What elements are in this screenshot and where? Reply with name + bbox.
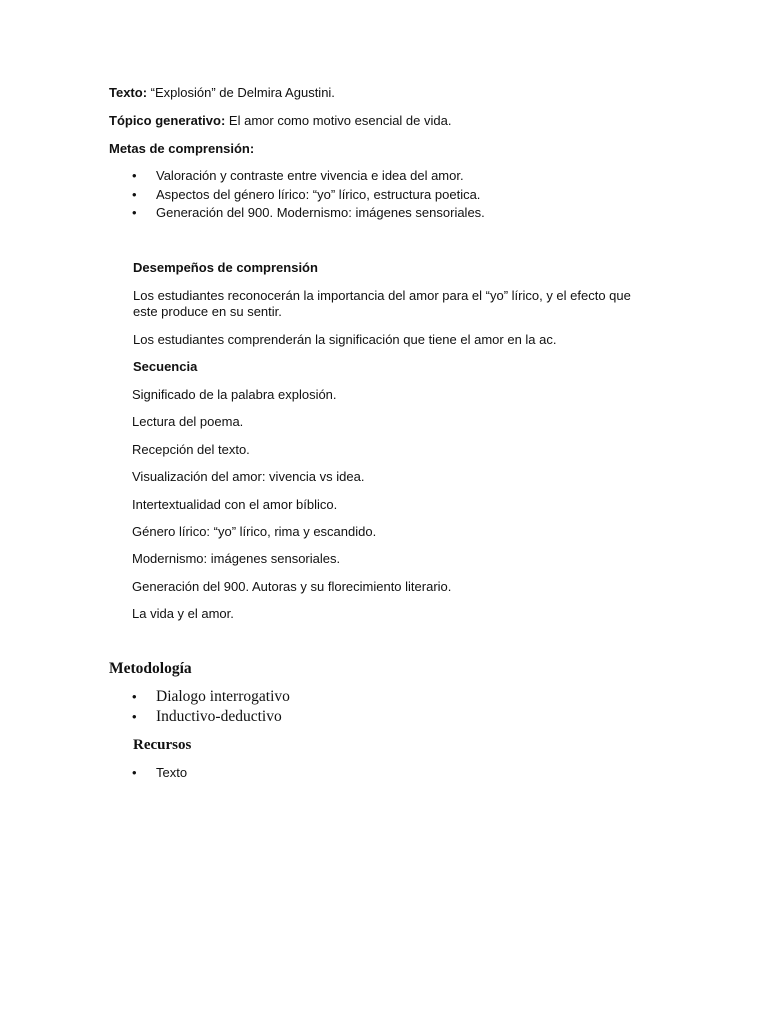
recursos-list: [109, 765, 187, 783]
secuencia-item: Género lírico: “yo” lírico, rima y escandido.: [132, 523, 377, 539]
secuencia-item: Significado de la palabra explosión.: [132, 387, 337, 402]
secuencia-item: Modernismo: imágenes sensoriales.: [132, 551, 341, 567]
metas-list: [109, 168, 485, 224]
secuencia-item: Visualización del amor: vivencia vs idea.: [132, 469, 365, 485]
secuencia-list: [132, 387, 451, 634]
recursos-item: • Texto: [109, 765, 187, 783]
topico-label: Tópico generativo:: [109, 113, 226, 128]
desempenos-paragraph: Los estudiantes comprenderán la significación que tiene el amor en la ac.: [133, 332, 557, 347]
desempenos-heading: Desempeños de comprensión: [133, 260, 318, 275]
metodologia-heading: Metodología: [109, 660, 192, 677]
texto-line: [109, 85, 335, 101]
topico-line: [109, 113, 451, 129]
metas-heading: Metas de comprensión:: [109, 141, 255, 156]
desempenos-paragraph: Los estudiantes reconocerán la importancia del amor para el “yo” lírico, y el efecto que este produce en su sentir.: [133, 288, 631, 319]
secuencia-item: Intertextualidad con el amor bíblico.: [132, 496, 338, 512]
secuencia-item: La vida y el amor.: [132, 606, 234, 622]
secuencia-heading: Secuencia: [133, 359, 198, 374]
metas-item: • Valoración y contraste entre vivencia e idea del amor.: [109, 168, 485, 187]
metodologia-item: • Inductivo-deductivo: [109, 708, 290, 728]
texto-label: Texto:: [109, 85, 148, 100]
secuencia-item: Recepción del texto.: [132, 441, 250, 457]
topico-value: El amor como motivo esencial de vida.: [228, 113, 452, 128]
metodologia-list: [109, 688, 290, 728]
secuencia-item: Generación del 900. Autoras y su florecimiento literario.: [132, 578, 452, 594]
texto-value: “Explosión” de Delmira Agustini.: [150, 85, 335, 100]
metas-item: • Generación del 900. Modernismo: imágenes sensoriales.: [109, 205, 485, 224]
secuencia-item: Lectura del poema.: [132, 414, 244, 430]
metas-item: • Aspectos del género lírico: “yo” lírico, estructura poetica.: [109, 187, 485, 206]
metodologia-item: • Dialogo interrogativo: [109, 688, 290, 708]
recursos-heading: Recursos: [133, 737, 192, 753]
